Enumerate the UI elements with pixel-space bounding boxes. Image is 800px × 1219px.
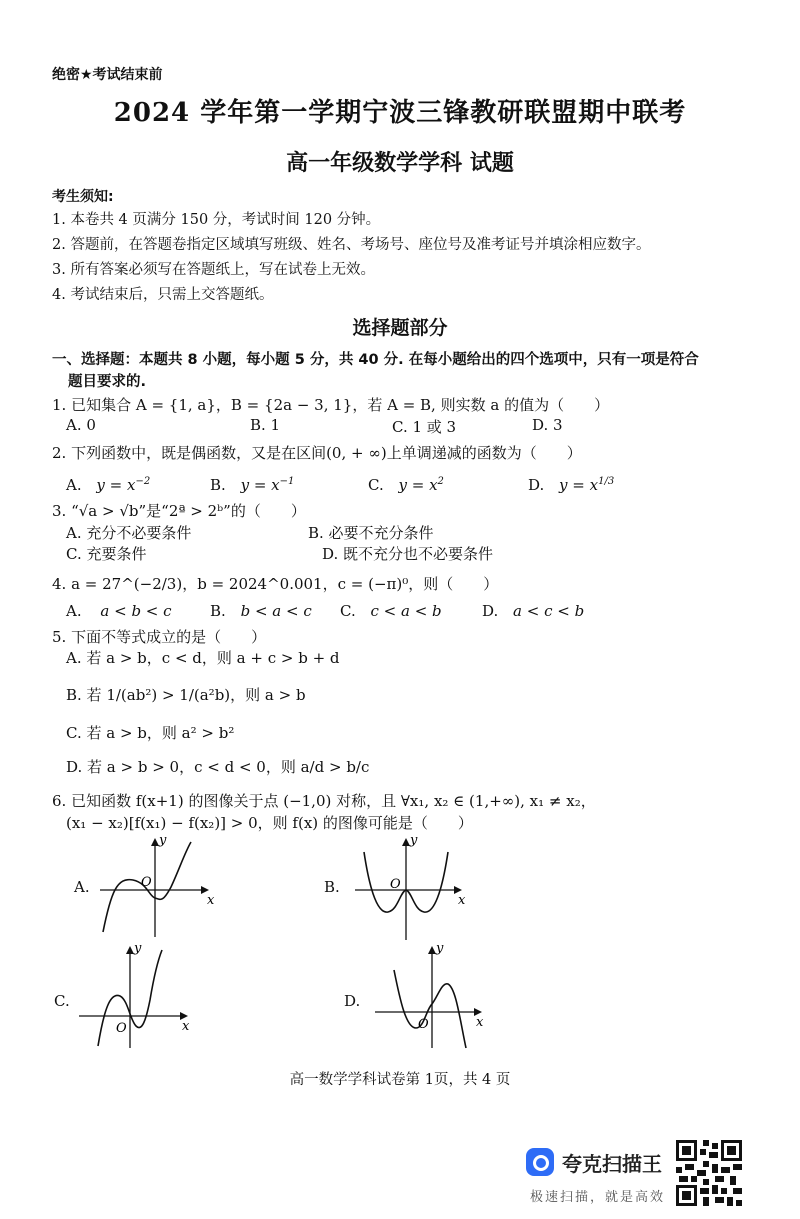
q5-option-c: C. 若 a > b，则 a² > b² [66, 724, 235, 742]
graph-c-origin: O [116, 1021, 127, 1036]
exam-subtitle: 高一年级数学学科 试题 [286, 150, 514, 176]
graph-a-y-arrow [151, 838, 159, 846]
q4-option-b [210, 602, 312, 620]
q4-option-c-expr: c < a < b [370, 602, 442, 620]
part-instructions: 一、选择题：本题共 8 小题，每小题 5 分，共 40 分. 在每小题给出的四个选项中，只有一项是符合 [52, 352, 699, 368]
q4-option-c [340, 602, 442, 620]
q1-option-c: C. 1 或 3 [392, 418, 457, 436]
graph-d-curve [394, 970, 466, 1048]
q2-option-d-label: D. [528, 476, 545, 494]
graph-d-label: D. [344, 992, 361, 1010]
q2-option-a [66, 476, 150, 494]
graph-c-y-arrow [126, 946, 134, 954]
notes-heading: 考生须知: [52, 189, 114, 205]
graph-d [370, 940, 490, 1052]
q2-option-c [368, 476, 444, 494]
graph-d-x-label: x [476, 1015, 484, 1030]
graph-c [74, 940, 199, 1052]
exam-title: 2024 学年第一学期宁波三锋教研联盟期中联考 [113, 98, 687, 128]
graph-b [350, 832, 470, 942]
q6-stem-cont: (x₁ − x₂)[f(x₁) − f(x₂)] > 0，则 f(x) 的图像可能是（ ） [66, 814, 473, 832]
q4-option-b-expr: b < a < c [240, 602, 312, 620]
graph-b-y-label: y [410, 833, 418, 848]
q4-option-c-label: C. [340, 602, 356, 620]
q2-option-b-exp: −1 [279, 476, 295, 487]
scanner-logo-icon [526, 1148, 554, 1176]
graph-c-label: C. [54, 992, 70, 1010]
q4-option-a [66, 602, 172, 620]
q5-stem: 5. 下面不等式成立的是（ ） [52, 628, 267, 646]
q5-option-d: D. 若 a > b > 0，c < d < 0，则 a/d > b/c [66, 758, 370, 776]
q2-option-a-exp: −2 [135, 476, 151, 487]
graph-b-x-label: x [458, 893, 466, 908]
q2-option-d-exp: 1/3 [598, 476, 615, 487]
graph-b-origin: O [390, 877, 401, 892]
q3-option-c: C. 充要条件 [66, 545, 147, 563]
graph-a-x-label: x [207, 893, 215, 908]
q1-option-a: A. 0 [66, 416, 96, 434]
section-heading: 选择题部分 [352, 317, 448, 339]
graph-c-x-label: x [182, 1019, 190, 1034]
q5-option-a: A. 若 a > b，c < d，则 a + c > b + d [66, 649, 340, 667]
qr-code-icon [676, 1140, 742, 1206]
q4-option-a-expr: a < b < c [100, 602, 172, 620]
q4-option-b-label: B. [210, 602, 226, 620]
q4-option-a-label: A. [66, 602, 82, 620]
graph-b-y-arrow [402, 838, 410, 846]
q2-stem: 2. 下列函数中，既是偶函数，又是在区间(0, + ∞)上单调递减的函数为（ ） [52, 444, 582, 462]
q3-stem: 3. “√a > √b”是“2ª > 2ᵇ”的（ ） [52, 502, 306, 520]
page-footer: 高一数学学科试卷第 1页，共 4 页 [289, 1072, 511, 1088]
scanner-brand: 夸克扫描王 [562, 1152, 662, 1176]
confidential-mark: 绝密★考试结束前 [52, 67, 163, 83]
q3-option-a: A. 充分不必要条件 [66, 524, 192, 542]
q2-option-d [528, 476, 614, 494]
q2-option-c-func: y = x [398, 476, 438, 494]
q2-option-b [210, 476, 294, 494]
q1-stem: 1. 已知集合 A = {1, a}，B = {2a − 3, 1}，若 A = B, 则实数 a 的值为（ ） [52, 396, 610, 414]
q2-option-a-label: A. [66, 476, 82, 494]
q2-option-d-func: y = x [559, 476, 599, 494]
note-item: 4. 考试结束后，只需上交答题纸。 [52, 287, 274, 303]
q3-option-b: B. 必要不充分条件 [308, 524, 434, 542]
q2-option-b-label: B. [210, 476, 226, 494]
q4-option-d [482, 602, 584, 620]
graph-a-origin: O [141, 875, 152, 890]
q4-option-d-label: D. [482, 602, 499, 620]
note-item: 2. 答题前，在答题卷指定区域填写班级、姓名、考场号、座位号及准考证号并填涂相应数字。 [52, 237, 651, 253]
q5-option-b: B. 若 1/(ab²) > 1/(a²b)，则 a > b [66, 686, 306, 704]
q3-option-d: D. 既不充分也不必要条件 [322, 545, 494, 563]
q1-option-d: D. 3 [532, 416, 563, 434]
part-instructions-cont: 题目要求的. [68, 374, 147, 390]
q2-option-a-func: y = x [96, 476, 136, 494]
graph-d-y-arrow [428, 946, 436, 954]
q4-stem: 4. a = 27^(−2/3)，b = 2024^0.001，c = (−π)⁰，则（ ） [52, 575, 499, 593]
graph-c-y-label: y [134, 941, 142, 956]
q2-option-c-label: C. [368, 476, 384, 494]
graph-d-origin: O [418, 1017, 429, 1032]
q1-option-b: B. 1 [250, 416, 281, 434]
q2-option-c-exp: 2 [437, 476, 444, 487]
q6-stem: 6. 已知函数 f(x+1) 的图像关于点 (−1,0) 对称，且 ∀x₁, x₂ ∈ (1,+∞), x₁ ≠ x₂， [52, 792, 596, 810]
scanner-slogan: 极速扫描，就是高效 [530, 1190, 666, 1205]
note-item: 3. 所有答案必须写在答题纸上，写在试卷上无效。 [52, 262, 375, 278]
graph-a-y-label: y [159, 833, 167, 848]
q4-option-d-expr: a < c < b [513, 602, 585, 620]
graph-a-label: A. [74, 878, 90, 896]
graph-d-y-label: y [436, 941, 444, 956]
q2-option-b-func: y = x [240, 476, 280, 494]
note-item: 1. 本卷共 4 页满分 150 分，考试时间 120 分钟。 [52, 212, 381, 228]
graph-b-label: B. [324, 878, 340, 896]
graph-a [95, 832, 225, 942]
